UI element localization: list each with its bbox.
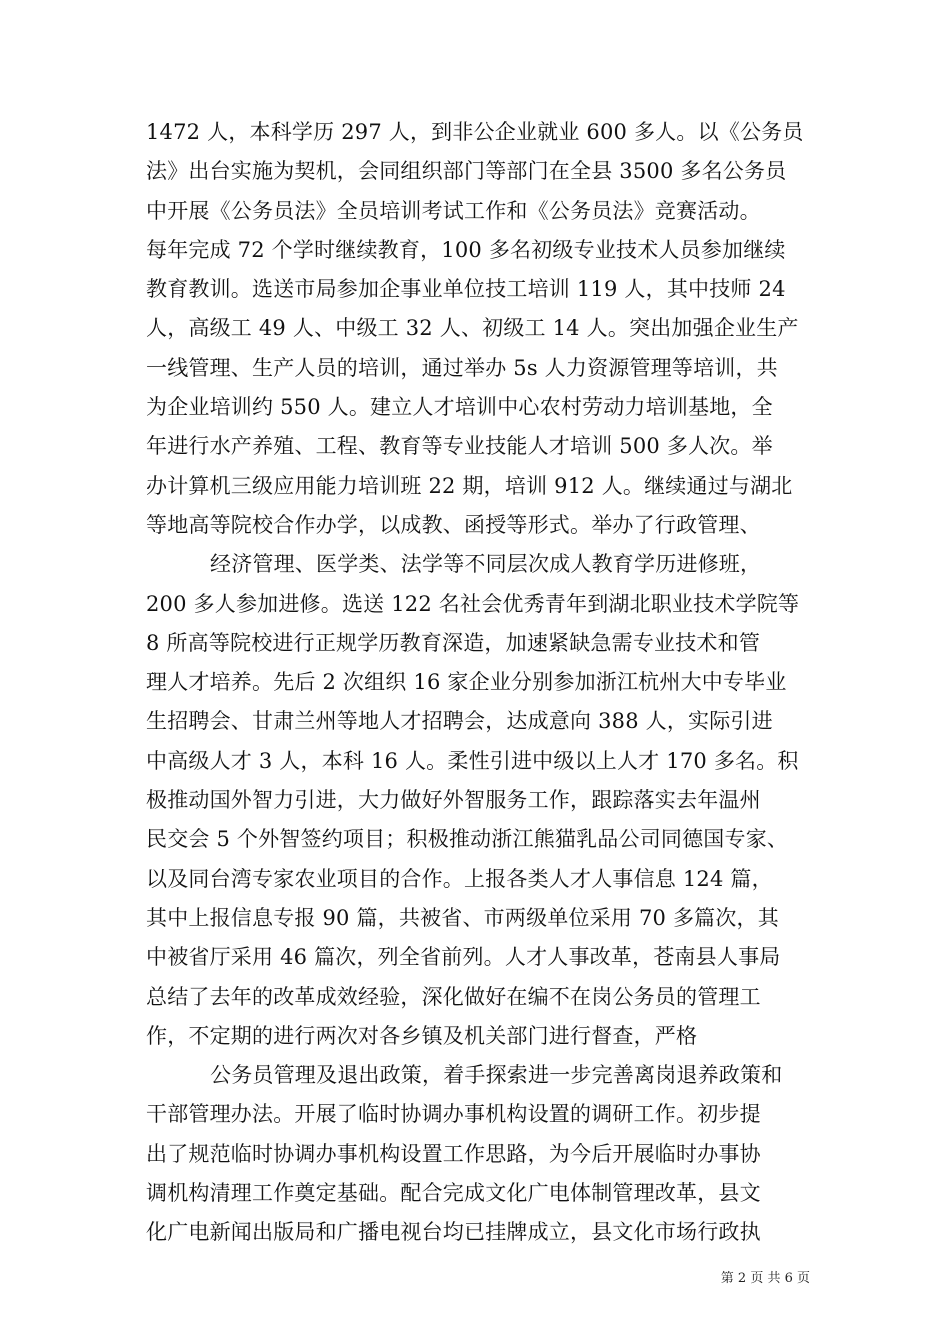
text-line: 中高级人才 3 人，本科 16 人。柔性引进中级以上人才 170 多名。积 <box>146 748 799 773</box>
text-line: 民交会 5 个外智签约项目；积极推动浙江熊猫乳品公司同德国专家、 <box>146 827 789 852</box>
text-line: 8 所高等院校进行正规学历教育深造，加速紧缺急需专业技术和管 <box>146 630 761 655</box>
text-line: 200 多人参加进修。选送 122 名社会优秀青年到湖北职业技术学院等 <box>146 591 800 616</box>
body-text <box>146 113 810 1253</box>
text-line: 中被省厅采用 46 篇次，列全省前列。人才人事改革，苍南县人事局 <box>146 945 781 970</box>
text-line: 作，不定期的进行两次对各乡镇及机关部门进行督查，严格 <box>146 1023 698 1048</box>
text-line: 化广电新闻出版局和广播电视台均已挂牌成立，县文化市场行政执 <box>146 1220 761 1245</box>
text-line: 干部管理办法。开展了临时协调办事机构设置的调研工作。初步提 <box>146 1102 761 1127</box>
page-number-footer: 第 2 页 共 6 页 <box>720 1271 810 1286</box>
text-line: 其中上报信息专报 90 篇，共被省、市两级单位采用 70 多篇次，其 <box>146 905 779 930</box>
text-line: 极推动国外智力引进，大力做好外智服务工作，跟踪落实去年温州 <box>146 788 761 813</box>
text-line: 以及同台湾专家农业项目的合作。上报各类人才人事信息 124 篇， <box>146 866 773 891</box>
text-line: 生招聘会、甘肃兰州等地人才招聘会，达成意向 388 人，实际引进 <box>146 709 773 734</box>
paragraph-start-line: 经济管理、医学类、法学等不同层次成人教育学历进修班， <box>210 552 762 577</box>
text-line: 总结了去年的改革成效经验，深化做好在编不在岗公务员的管理工 <box>146 984 761 1009</box>
text-line: 调机构清理工作奠定基础。配合完成文化广电体制管理改革，县文 <box>146 1181 761 1206</box>
text-line: 每年完成 72 个学时继续教育，100 多名初级专业技术人员参加继续 <box>146 237 786 262</box>
text-line: 人，高级工 49 人、中级工 32 人、初级工 14 人。突出加强企业生产 <box>146 316 799 341</box>
text-line: 理人才培养。先后 2 次组织 16 家企业分别参加浙江杭州大中专毕业 <box>146 670 787 695</box>
text-line: 中开展《公务员法》全员培训考试工作和《公务员法》竞赛活动。 <box>146 198 761 223</box>
paragraph-start-line: 公务员管理及退出政策，着手探索进一步完善离岗退养政策和 <box>210 1063 783 1088</box>
text-line: 出了规范临时协调办事机构设置工作思路，为今后开展临时办事协 <box>146 1141 761 1166</box>
text-line: 年进行水产养殖、工程、教育等专业技能人才培训 500 多人次。举 <box>146 434 773 459</box>
text-line: 等地高等院校合作办学，以成教、函授等形式。举办了行政管理、 <box>146 512 761 537</box>
text-line: 1472 人，本科学历 297 人，到非公企业就业 600 多人。以《公务员 <box>146 120 804 144</box>
text-line: 一线管理、生产人员的培训，通过举办 5s 人力资源管理等培训，共 <box>146 355 778 380</box>
text-line: 办计算机三级应用能力培训班 22 期，培训 912 人。继续通过与湖北 <box>146 473 793 498</box>
text-line: 为企业培训约 550 人。建立人才培训中心农村劳动力培训基地，全 <box>146 395 773 420</box>
text-line: 法》出台实施为契机，会同组织部门等部门在全县 3500 多名公务员 <box>146 159 787 184</box>
text-line: 教育教训。选送市局参加企事业单位技工培训 119 人，其中技师 24 <box>146 277 786 302</box>
